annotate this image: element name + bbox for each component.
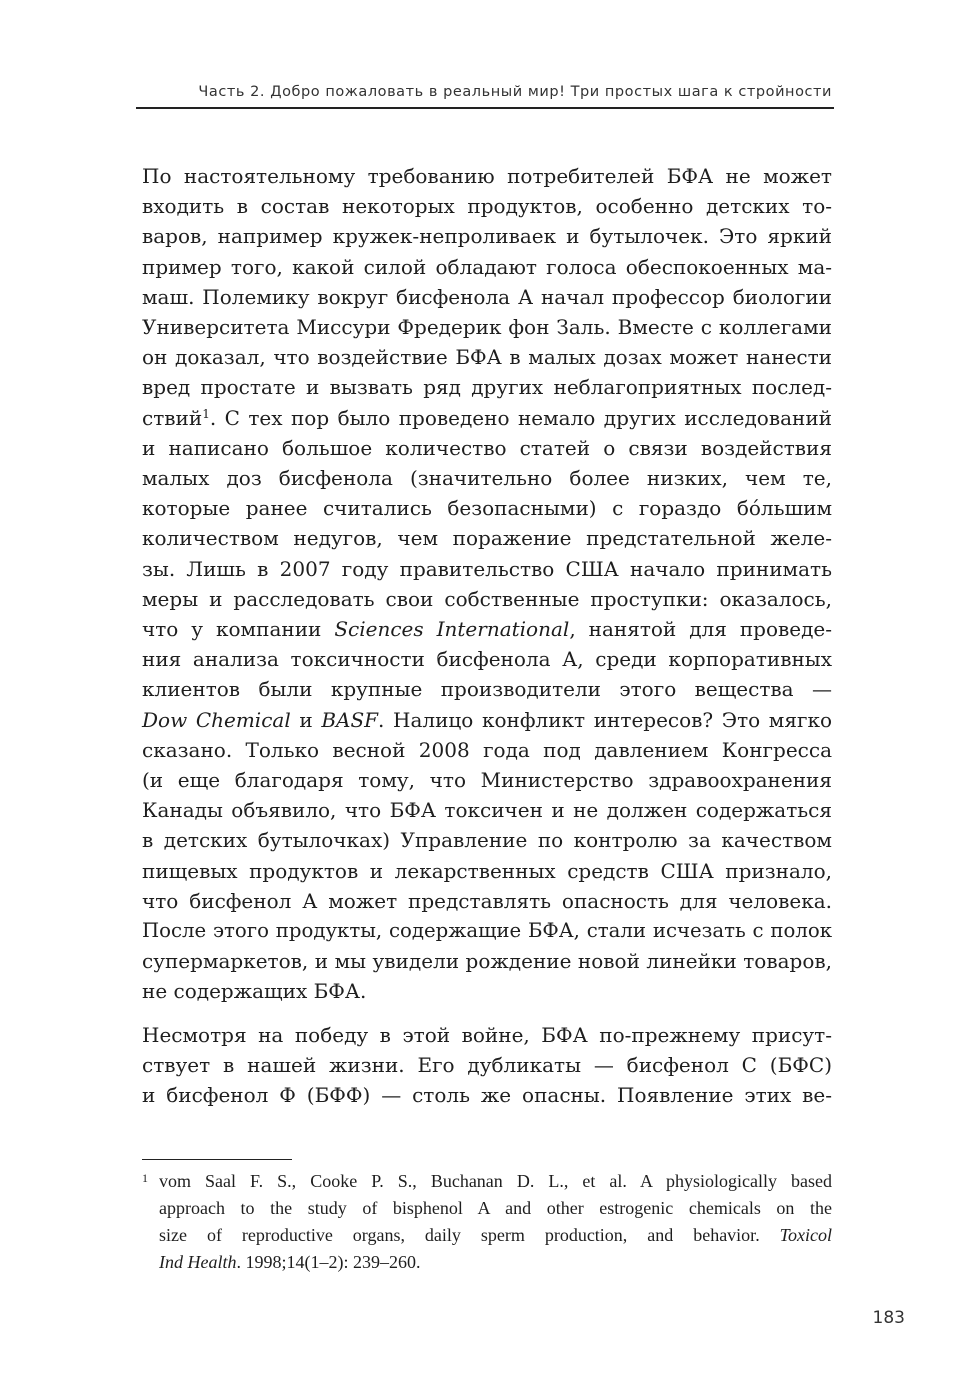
text-line: Несмотря на победу в этой войне, БФА по-прежнему присут- <box>142 1022 832 1047</box>
footnote <box>142 1168 832 1276</box>
text-line: клиентов были крупные производители этого вещества — <box>142 677 832 702</box>
footnote-number: 1 <box>142 1171 148 1185</box>
text-line: Канады объявило, что БФА токсичен и не должен содержаться <box>142 798 832 823</box>
text-line: в детских бутылочках) Управление по контролю за качеством <box>142 828 832 853</box>
text-line: он доказал, что воздействие БФА в малых дозах может нанести <box>142 345 832 370</box>
text-line: что бисфенол А может представлять опасность для человека. <box>142 888 832 913</box>
text-line: ния анализа токсичности бисфенола А, среди корпоративных <box>142 647 832 672</box>
header-rule <box>136 107 834 109</box>
text-line: не содержащих БФА. <box>142 979 367 1004</box>
text-line: маш. Полемику вокруг бисфенола А начал профессор биологии <box>142 284 832 309</box>
text-line: варов, например кружек-непроливаек и бутылочек. Это яркий <box>142 224 832 249</box>
text-segment: . Налицо конфликт интересов? Это мягко <box>378 707 832 732</box>
text-line: входить в состав некоторых продуктов, особенно детских то- <box>142 194 832 219</box>
footnote-reference[interactable]: 1 <box>202 406 210 421</box>
text-segment: что у компании <box>142 617 335 642</box>
footnote-line: vom Saal F. S., Cooke P. S., Buchanan D. L., et al. A physiologically based <box>159 1171 832 1191</box>
company-name: Sciences International <box>334 617 570 642</box>
footnote-rule <box>142 1159 292 1160</box>
text-line <box>142 614 832 644</box>
footnote-line <box>159 1249 832 1276</box>
paragraph-2 <box>142 1020 832 1111</box>
text-line: малых доз бисфенола (значительно более низких, чем те, <box>142 466 832 491</box>
text-line: вред простате и вызвать ряд других неблагоприятных послед- <box>142 375 832 400</box>
footnote-text <box>159 1168 832 1276</box>
text-segment: , нанятой для проведе- <box>569 617 833 642</box>
text-line <box>142 403 832 433</box>
body-text <box>142 161 832 1110</box>
text-line: После этого продукты, содержащие БФА, стали исчезать с полок <box>142 919 832 943</box>
text-line: ствует в нашей жизни. Его дубликаты — бисфенол С (БФС) <box>142 1052 832 1077</box>
footnote-line: approach to the study of bisphenol A and other estrogenic chemicals on the <box>159 1198 832 1218</box>
text-line: супермаркетов, и мы увидели рождение новой линейки товаров, <box>142 949 832 974</box>
text-segment: и <box>290 707 322 732</box>
company-name: Dow Chemical <box>142 707 291 732</box>
text-segment: . С тех пор было проведено немало других исследований <box>209 405 832 430</box>
company-name: BASF <box>321 707 379 732</box>
text-line: пищевых продуктов и лекарственных средств США признало, <box>142 858 832 883</box>
journal-name: Toxicol <box>779 1225 832 1245</box>
text-line: зы. Лишь в 2007 году правительство США начало принимать <box>142 556 832 581</box>
text-line: (и еще благодаря тому, что Министерство здравоохранения <box>142 768 832 793</box>
text-line: и написано большое количество статей о связи воздействия <box>142 435 832 460</box>
page-number: 183 <box>872 1308 905 1328</box>
text-line: Университета Миссури Фредерик фон Заль. Вместе с коллегами <box>142 315 832 340</box>
text-line: которые ранее считались безопасными) с гораздо бóльшим <box>142 496 832 521</box>
text-segment: size of reproductive organs, daily sperm production, and behavior. <box>159 1225 780 1245</box>
text-line: количеством недугов, чем поражение предстательной желе- <box>142 526 832 551</box>
text-line: меры и расследовать свои собственные проступки: оказалось, <box>142 586 832 611</box>
text-line <box>142 705 832 735</box>
running-header: Часть 2. Добро пожаловать в реальный мир! Три простых шага к стройности <box>198 84 832 100</box>
text-line: и бисфенол Ф (БФФ) — столь же опасны. Появление этих ве- <box>142 1083 832 1108</box>
paragraph-1 <box>142 161 832 1007</box>
text-line: сказано. Только весной 2008 года под давлением Конгресса <box>142 737 832 762</box>
text-segment: ствий <box>142 405 203 430</box>
text-segment: . 1998;14(1–2): 239–260. <box>236 1252 421 1272</box>
text-line: По настоятельному требованию потребителей БФА не может <box>142 164 832 188</box>
journal-name: Ind Health <box>159 1252 237 1272</box>
text-line: пример того, какой силой обладают голоса обеспокоенных ма- <box>142 254 832 279</box>
footnote-line <box>159 1222 832 1249</box>
